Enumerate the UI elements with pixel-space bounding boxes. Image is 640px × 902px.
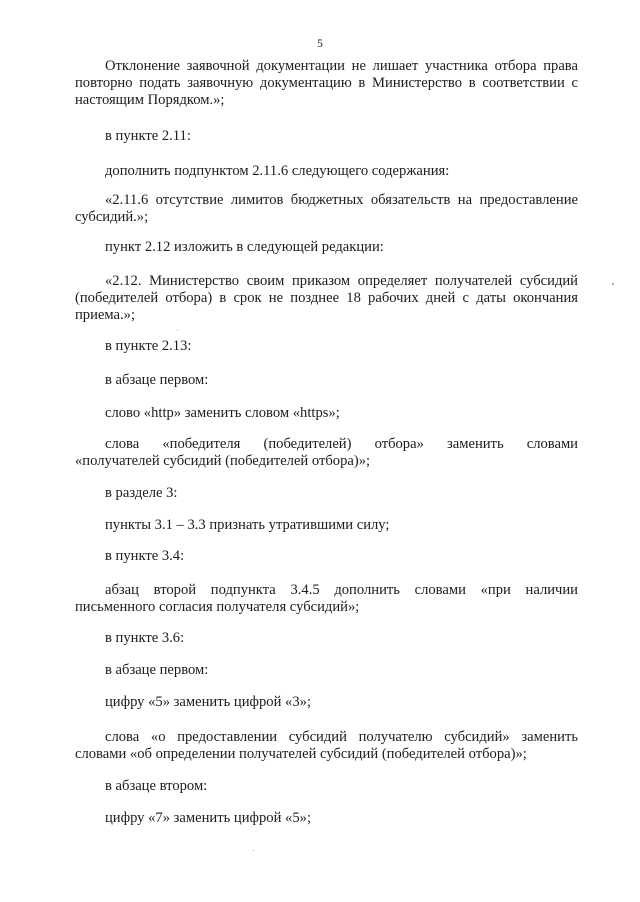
text-line: пункты 3.1 – 3.3 признать утратившими силу; [105,517,390,533]
text-line: цифру «7» заменить цифрой «5»; [105,810,311,826]
paragraph-subitem-2-11-6-text [75,192,578,226]
text-line: Отклонение заявочной документации не лишает участника отбора права [105,58,578,74]
text-line: в пункте 2.11: [105,128,191,144]
text-line: в пункте 3.6: [105,630,185,646]
paragraph-item-2-12-new-edition [75,239,578,256]
paragraph-in-item-3-4 [75,548,578,565]
paragraph-digit-7-to-5 [75,810,578,827]
scan-speck [177,330,178,331]
text-line: слова «победителя (победителей) отбора» заменить словами [105,436,578,452]
paragraph-in-item-2-13 [75,338,578,355]
paragraph-replace-provision-wording [75,729,578,763]
paragraph-in-item-3-6 [75,630,578,647]
text-line: «2.11.6 отсутствие лимитов бюджетных обязательств на предоставление [105,192,578,208]
text-line: в пункте 3.4: [105,548,185,564]
text-line: слова «о предоставлении субсидий получателю субсидий» заменить [105,729,578,745]
paragraph-first-paragraph-b [75,662,578,679]
text-line: цифру «5» заменить цифрой «3»; [105,694,311,710]
text-line: дополнить подпунктом 2.11.6 следующего содержания: [105,163,450,179]
paragraph-first-paragraph-a [75,372,578,389]
text-line: «получателей субсидий (победителей отбора)»; [75,453,371,470]
paragraph-replace-winners-wording [75,436,578,470]
text-line: в пункте 2.13: [105,338,192,354]
text-line: в абзаце первом: [105,662,209,678]
text-line: слово «http» заменить словом «https»; [105,405,340,421]
text-line: «2.12. Министерство своим приказом определяет получателей субсидий [105,273,578,289]
scan-speck [253,850,254,851]
text-line: абзац второй подпункта 3.4.5 дополнить словами «при наличии [105,582,578,598]
paragraph-rejection-of-application [75,58,578,110]
paragraph-add-subitem-2-11-6 [75,163,578,180]
paragraph-in-section-3 [75,485,578,502]
text-line: (победителей отбора) в срок не позднее 18 рабочих дней с даты окончания [75,290,578,307]
scan-speck [612,283,614,285]
text-line: словами «об определении получателей субсидий (победителей отбора)»; [75,746,527,763]
text-line: в абзаце первом: [105,372,209,388]
paragraph-items-3-1-3-3-void [75,517,578,534]
text-line: настоящим Порядком.»; [75,92,225,109]
paragraph-item-2-12-text [75,273,578,325]
text-line: пункт 2.12 изложить в следующей редакции: [105,239,384,255]
paragraph-second-paragraph [75,778,578,795]
text-line: приема.»; [75,307,136,324]
paragraph-subitem-3-4-5-addition [75,582,578,616]
page-number: 5 [317,38,323,50]
paragraph-digit-5-to-3 [75,694,578,711]
text-line: письменного согласия получателя субсидий»; [75,599,360,616]
text-line: повторно подать заявочную документацию в Министерство в соответствии с [75,75,578,92]
text-line: в разделе 3: [105,485,178,501]
text-line: в абзаце втором: [105,778,208,794]
paragraph-http-to-https [75,405,578,422]
paragraph-in-item-2-11 [75,128,578,145]
text-line: субсидий.»; [75,209,149,226]
